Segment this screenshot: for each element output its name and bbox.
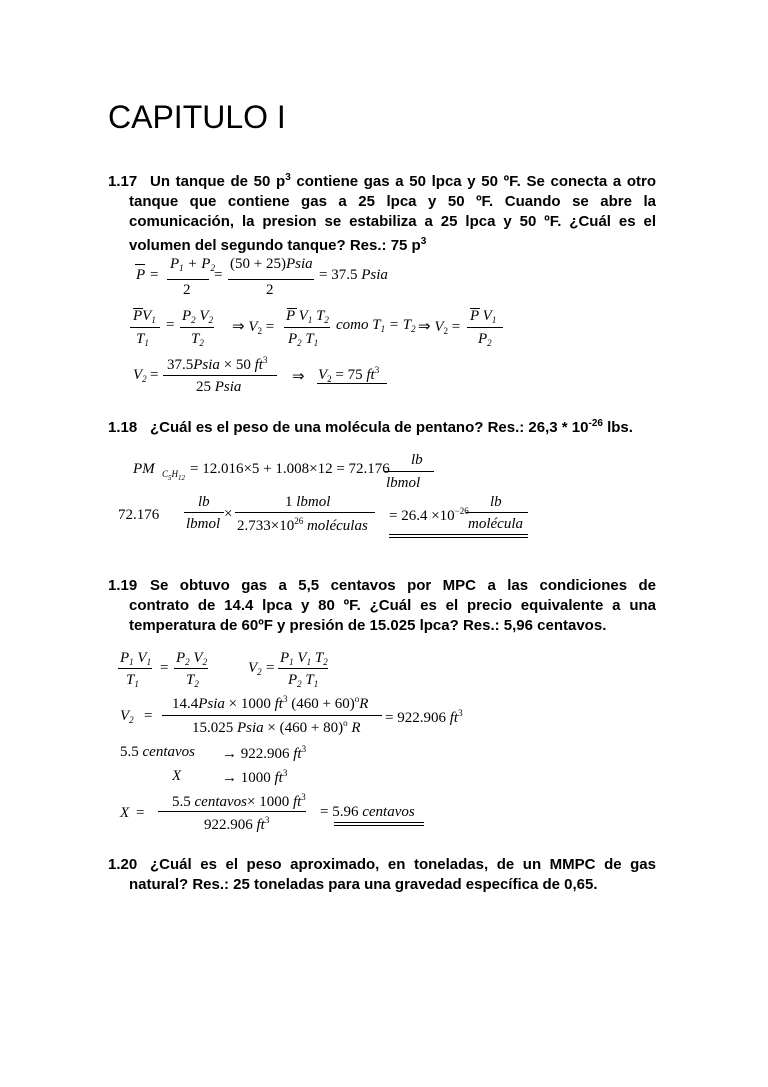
molecular-weight-expression: = 12.016×5 + 1.008×12 = 72.176 <box>190 461 390 477</box>
problem-1-17 <box>108 168 656 256</box>
value: 37.5 <box>167 357 194 373</box>
problem-line <box>108 168 656 192</box>
problem-line: comunicación, la presion se estabiliza a 25 lpca y 50 ºF. ¿Cuál es el <box>129 213 656 230</box>
page-title: CAPITULO I <box>108 99 286 135</box>
value: 1000 <box>240 696 271 712</box>
problem-line: natural? Res.: 25 toneladas para una gravedad específica de 0,65. <box>129 876 598 893</box>
value: 922.906 <box>397 710 446 726</box>
problem-text: ¿Cuál es el peso aproximado, en toneladas, de un MMPC de gas <box>150 856 656 873</box>
problem-text: ¿Cuál es el peso de una molécula de pentano? Res.: 26,3 * 10 <box>150 419 589 436</box>
problem-text: volumen del segundo tanque? Res.: 75 p <box>129 237 421 254</box>
superscript: -26 <box>588 418 603 429</box>
problem-line: tanque que contiene gas a 25 lpca y 50 ºF. Cuando se abre la <box>129 193 656 210</box>
value: 26.4 ×10 <box>401 508 455 524</box>
value: 922.906 <box>204 817 253 833</box>
problem-line: temperatura de 60ºF y presión de 15.025 lpca? Res.: 5,96 centavos. <box>129 617 607 634</box>
value: 14.4 <box>172 696 199 712</box>
problem-line <box>108 232 656 256</box>
problem-text: contiene gas a 50 lpca y 50 ºF. Se conecta a otro <box>290 173 656 190</box>
problem-line <box>108 576 656 596</box>
problem-line <box>108 855 656 875</box>
value: (460 + 80) <box>279 720 344 736</box>
problem-text: Un tanque de 50 p <box>150 173 286 190</box>
value: 2.733×10 <box>237 518 295 534</box>
value: 5.5 <box>120 744 139 760</box>
problem-number: 1.19 <box>108 577 138 594</box>
value: 37.5 <box>331 267 358 283</box>
problem-1-19 <box>108 576 656 636</box>
value: 25 <box>196 379 211 395</box>
superscript: 3 <box>420 236 427 247</box>
value: 5.5 <box>172 794 191 810</box>
value: 922.906 <box>240 746 290 762</box>
value: 75 <box>347 367 363 383</box>
value: 5.96 <box>332 804 359 820</box>
problem-line: contrato de 14.4 lpca y 80 ºF. ¿Cuál es el precio equivalente a una <box>129 597 656 614</box>
problem-1-20 <box>108 855 656 895</box>
problem-number: 1.17 <box>108 173 138 190</box>
value: 1000 <box>240 770 271 786</box>
problem-text: Se obtuvo gas a 5,5 centavos por MPC a las condiciones de <box>150 577 656 594</box>
problem-1-18 <box>108 414 656 438</box>
superscript: 26 <box>294 516 304 526</box>
problem-number: 1.20 <box>108 856 138 873</box>
superscript: −26 <box>454 506 469 516</box>
value: 50 <box>235 357 251 373</box>
value: 72.176 <box>118 507 160 523</box>
superscript: 3 <box>285 172 291 183</box>
problem-line <box>108 414 656 438</box>
problem-text: lbs. <box>602 419 633 436</box>
value: (460 + 60) <box>291 696 355 712</box>
problem-number: 1.18 <box>108 419 138 436</box>
value: 15.025 <box>192 720 234 736</box>
value: 1000 <box>259 794 290 810</box>
